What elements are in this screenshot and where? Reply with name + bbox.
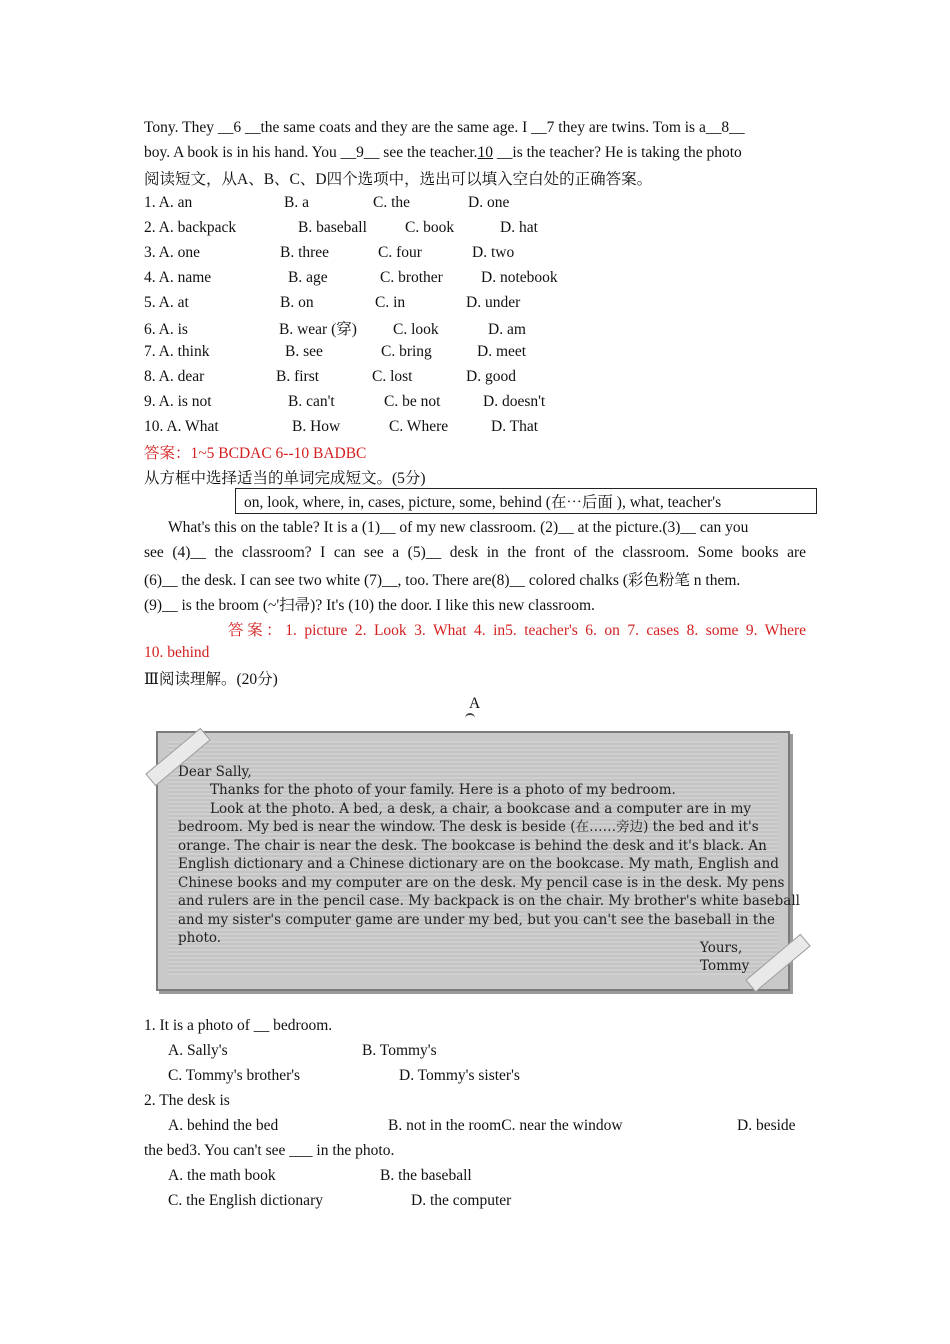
reading-q3-option-b: B. the baseball: [380, 1167, 472, 1184]
q6-option-c: C. look: [393, 321, 439, 338]
section-label: A: [469, 695, 481, 712]
q1-option-d: D. one: [468, 194, 510, 211]
cloze-intro-line2-b: 10: [477, 144, 494, 161]
reading-q1-option-b: B. Tommy's: [362, 1042, 437, 1059]
q6-option-a: 6. A. is: [144, 321, 188, 338]
reading-q2-option-a: A. behind the bed: [168, 1117, 279, 1134]
reading-q1-option-a: A. Sally's: [168, 1042, 228, 1059]
q7-option-d: D. meet: [477, 343, 527, 360]
cloze-intro-line2-a: boy. A book is in his hand. You __9__ see the teacher.: [144, 144, 478, 161]
letter-line-2: Look at the photo. A bed, a desk, a chair, a bookcase and a computer are in my: [210, 801, 752, 817]
letter-body: [168, 741, 800, 975]
letter-line-5: English dictionary and a Chinese dictionary are on the bookcase. My math, English and: [178, 856, 779, 872]
q10-option-c: C. Where: [389, 418, 449, 435]
q7-option-c: C. bring: [381, 343, 432, 360]
cloze-intro-line1: Tony. They __6 __the same coats and they are the same age. I __7 they are twins. Tom is a__8__: [144, 119, 745, 136]
letter-greeting: Dear Sally,: [178, 764, 252, 780]
letter-line-9: photo.: [178, 930, 222, 946]
letter-paper: [156, 731, 800, 991]
q2-option-b: B. baseball: [298, 219, 367, 236]
q3-option-c: C. four: [378, 244, 422, 261]
letter-line-1: Thanks for the photo of your family. Here is a photo of my bedroom.: [210, 782, 676, 798]
q8-option-b: B. first: [276, 368, 320, 385]
passage-line-4: (9)__ is the broom (~'扫帚)? It's (10) the door. I like this new classroom.: [144, 597, 595, 614]
reading-q2-option-bc: B. not in the roomC. near the window: [388, 1117, 623, 1134]
q3-option-b: B. three: [280, 244, 330, 261]
passage-line-2: see (4)__ the classroom? I can see a (5)__ desk in the front of the classroom. Some books are: [144, 544, 806, 561]
arrow-mark-icon: [465, 713, 475, 720]
letter-line-8: and my sister's computer game are under my bed, but you can't see the baseball in the: [178, 912, 776, 928]
reading-q1-option-c: C. Tommy's brother's: [168, 1067, 301, 1084]
q5-option-a: 5. A. at: [144, 294, 189, 311]
reading-q3-option-a: A. the math book: [168, 1167, 276, 1184]
cloze-answer: 答案：1~5 BCDAC 6--10 BADBC: [144, 445, 367, 462]
q6-option-b: B. wear (穿): [279, 321, 357, 338]
reading-q2-stem: 2. The desk is: [144, 1092, 230, 1109]
q4-option-d: D. notebook: [481, 269, 558, 286]
q9-option-d: D. doesn't: [483, 393, 546, 410]
reading-q1-stem: 1. It is a photo of __ bedroom.: [144, 1017, 333, 1034]
q4-option-a: 4. A. name: [144, 269, 212, 286]
reading-q1-option-d: D. Tommy's sister's: [399, 1067, 520, 1084]
letter-line-7: and rulers are in the pencil case. My backpack is on the chair. My brother's white baseball: [178, 893, 800, 909]
letter-photo: [150, 725, 798, 991]
q6-option-d: D. am: [488, 321, 526, 338]
word-box-title: 从方框中选择适当的单词完成短文。(5分): [144, 470, 426, 487]
q10-option-b: B. How: [292, 418, 341, 435]
q5-option-b: B. on: [280, 294, 314, 311]
q7-option-b: B. see: [285, 343, 323, 360]
q4-option-c: C. brother: [380, 269, 443, 286]
passage-line-1: What's this on the table? It is a (1)__ of my new classroom. (2)__ at the picture.(3)__ can you: [168, 519, 749, 536]
reading-q2-continuation: the bed3. You can't see ___ in the photo.: [144, 1142, 395, 1159]
q1-option-a: 1. A. an: [144, 194, 193, 211]
q1-option-c: C. the: [373, 194, 411, 211]
letter-line-4: orange. The chair is near the desk. The bookcase is behind the desk and it's black. An: [178, 838, 767, 854]
reading-title: Ⅲ阅读理解。(20分): [144, 671, 278, 688]
cloze-intro-line2-c: __is the teacher? He is taking the photo: [493, 144, 742, 161]
q3-option-d: D. two: [472, 244, 515, 261]
q7-option-a: 7. A. think: [144, 343, 210, 360]
q5-option-c: C. in: [375, 294, 406, 311]
q2-option-c: C. book: [405, 219, 455, 236]
letter-signature: Tommy: [700, 958, 750, 974]
letter-line-3: bedroom. My bed is near the window. The desk is beside (在……旁边) the bed and it's: [178, 819, 759, 835]
q3-option-a: 3. A. one: [144, 244, 200, 261]
reading-q3-option-c: C. the English dictionary: [168, 1192, 323, 1209]
q10-option-d: D. That: [491, 418, 539, 435]
reading-q2-option-d: D. beside: [737, 1117, 796, 1134]
q8-option-a: 8. A. dear: [144, 368, 205, 385]
q9-option-a: 9. A. is not: [144, 393, 212, 410]
q2-option-d: D. hat: [500, 219, 538, 236]
q9-option-c: C. be not: [384, 393, 441, 410]
q5-option-d: D. under: [466, 294, 521, 311]
q8-option-d: D. good: [466, 368, 516, 385]
word-box-answer-line1: 答案：1. picture 2. Look 3. What 4. in5. teacher's 6. on 7. cases 8. some 9. Where: [228, 622, 806, 639]
letter-line-6: Chinese books and my computer are on the desk. My pencil case is in the desk. My pens: [178, 875, 785, 891]
q4-option-b: B. age: [288, 269, 328, 286]
reading-q3-option-d: D. the computer: [411, 1192, 512, 1209]
q10-option-a: 10. A. What: [144, 418, 219, 435]
passage-line-3: (6)__ the desk. I can see two white (7)__, too. There are(8)__ colored chalks (彩色粉笔 n them.: [144, 572, 741, 589]
q9-option-b: B. can't: [288, 393, 335, 410]
q8-option-c: C. lost: [372, 368, 413, 385]
letter-closing: Yours,: [700, 940, 743, 956]
q2-option-a: 2. A. backpack: [144, 219, 237, 236]
q1-option-b: B. a: [284, 194, 309, 211]
cloze-intro-line2: [144, 143, 742, 163]
word-box-answer-line2: 10. behind: [144, 644, 210, 661]
cloze-instruction: 阅读短文，从A、B、C、D四个选项中，选出可以填入空白处的正确答案。: [144, 171, 653, 188]
word-box-words: on, look, where, in, cases, picture, some, behind (在⋯后面 ), what, teacher's: [244, 494, 722, 511]
